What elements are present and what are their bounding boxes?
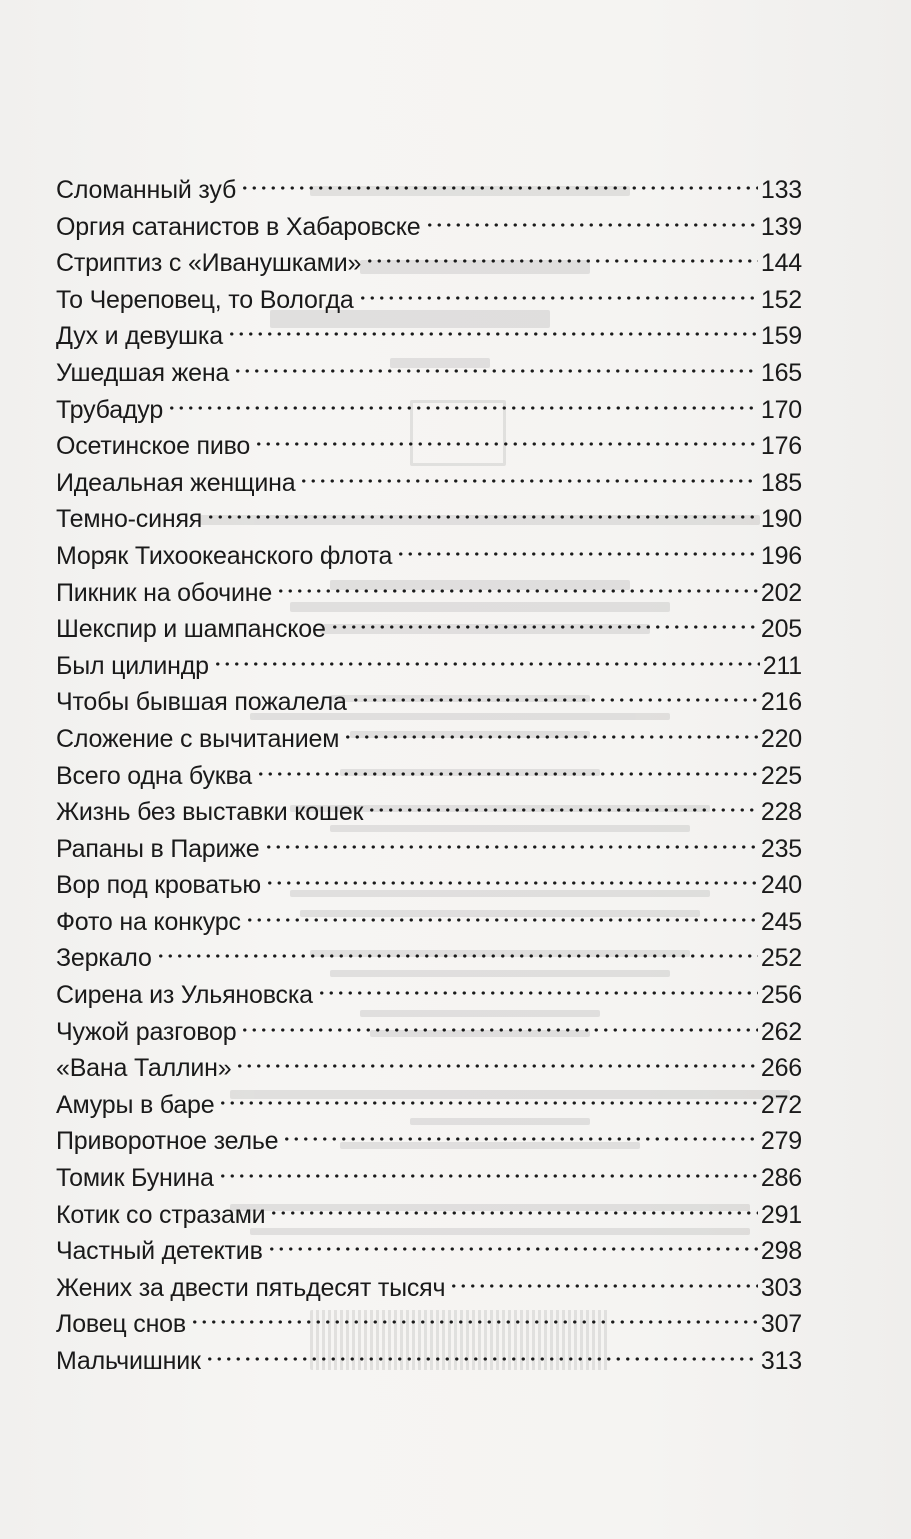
toc-entry-page: 205	[760, 615, 802, 644]
toc-entry-title: Мальчишник	[56, 1347, 201, 1375]
toc-entry-title: Трубадур	[56, 395, 164, 424]
dot-leader	[205, 1355, 758, 1363]
toc-entry-page: 165	[760, 358, 802, 387]
toc-entry-page: 139	[760, 212, 802, 241]
dot-leader	[367, 806, 758, 814]
toc-entry-title: Зеркало	[56, 944, 152, 973]
dot-leader	[240, 1026, 757, 1034]
toc-entry-title: Сломанный зуб	[56, 176, 237, 204]
toc-entry	[56, 428, 802, 465]
table-of-contents	[56, 172, 802, 1380]
toc-entry	[56, 355, 802, 392]
toc-entry	[56, 611, 802, 648]
dot-leader	[276, 587, 758, 595]
toc-entry-page: 196	[760, 541, 802, 570]
toc-entry-title: Шекспир и шампанское	[56, 615, 326, 644]
toc-entry-title: Приворотное зелье	[56, 1127, 279, 1156]
toc-entry	[56, 501, 802, 538]
dot-leader	[358, 294, 758, 302]
dot-leader	[449, 1282, 758, 1290]
toc-entry-page: 185	[760, 468, 802, 497]
toc-entry	[56, 465, 802, 502]
toc-entry	[56, 172, 802, 209]
toc-entry	[56, 1087, 802, 1124]
toc-entry	[56, 282, 802, 319]
dot-leader	[235, 1062, 757, 1070]
toc-entry-title: «Вана Таллин»	[56, 1054, 232, 1083]
dot-leader	[396, 550, 758, 558]
dot-leader	[269, 1209, 757, 1217]
toc-entry	[56, 245, 802, 282]
toc-entry-page: 144	[760, 249, 802, 278]
toc-entry-title: Чужой разговор	[56, 1017, 237, 1046]
toc-entry-title: Всего одна буква	[56, 761, 253, 790]
dot-leader	[206, 513, 758, 521]
toc-entry-page: 225	[760, 761, 802, 790]
toc-entry-title: Сирена из Ульяновска	[56, 981, 313, 1010]
toc-entry	[56, 648, 802, 685]
toc-entry-page: 307	[760, 1310, 802, 1339]
toc-entry-page: 190	[760, 505, 802, 534]
toc-entry-page: 170	[760, 395, 802, 424]
toc-entry-title: Амуры в баре	[56, 1090, 215, 1119]
toc-entry-title: Сложение с вычитанием	[56, 724, 340, 753]
toc-entry-page: 202	[760, 578, 802, 607]
toc-entry-page: 303	[760, 1273, 802, 1302]
toc-entry-title: Дух и девушка	[56, 322, 223, 351]
toc-entry-page: 256	[760, 981, 802, 1010]
toc-entry	[56, 940, 802, 977]
toc-entry-page: 220	[760, 724, 802, 753]
toc-entry-page: 252	[760, 944, 802, 973]
toc-entry-title: Частный детектив	[56, 1237, 263, 1266]
dot-leader	[227, 330, 758, 338]
toc-entry-page: 291	[760, 1200, 802, 1229]
toc-entry	[56, 392, 802, 429]
toc-entry-page: 313	[760, 1347, 802, 1375]
toc-entry	[56, 1270, 802, 1307]
toc-entry-title: Темно-синяя	[56, 505, 203, 534]
toc-entry	[56, 977, 802, 1014]
toc-entry	[56, 1343, 802, 1380]
toc-entry-page: 240	[760, 871, 802, 900]
toc-entry-page: 159	[760, 322, 802, 351]
toc-entry-title: Стриптиз с «Иванушками»	[56, 249, 362, 278]
toc-entry	[56, 1160, 802, 1197]
dot-leader	[343, 733, 758, 741]
toc-entry	[56, 794, 802, 831]
dot-leader	[254, 440, 758, 448]
toc-entry-title: Жених за двести пятьдесят тысяч	[56, 1273, 446, 1302]
toc-entry-page: 152	[760, 285, 802, 314]
toc-entry-title: То Череповец, то Вологда	[56, 285, 354, 314]
toc-entry-title: Томик Бунина	[56, 1164, 214, 1193]
toc-entry-title: Осетинское пиво	[56, 432, 251, 461]
toc-entry-title: Идеальная женщина	[56, 468, 296, 497]
dot-leader	[330, 623, 758, 631]
toc-entry-title: Жизнь без выставки кошек	[56, 798, 364, 827]
dot-leader	[256, 770, 758, 778]
dot-leader	[190, 1318, 758, 1326]
toc-entry-page: 228	[760, 798, 802, 827]
toc-entry-page: 286	[760, 1164, 802, 1193]
toc-entry	[56, 867, 802, 904]
dot-leader	[299, 477, 757, 485]
toc-entry-title: Рапаны в Париже	[56, 834, 260, 863]
toc-entry-page: 298	[760, 1237, 802, 1266]
toc-entry	[56, 209, 802, 246]
toc-entry-page: 262	[760, 1017, 802, 1046]
toc-entry-page: 235	[760, 834, 802, 863]
dot-leader	[365, 257, 758, 265]
toc-entry	[56, 1233, 802, 1270]
toc-entry-page: 216	[760, 688, 802, 717]
toc-entry-title: Пикник на обочине	[56, 578, 273, 607]
toc-entry-title: Был цилиндр	[56, 651, 209, 680]
toc-entry	[56, 1123, 802, 1160]
toc-entry	[56, 684, 802, 721]
toc-entry	[56, 1014, 802, 1051]
dot-leader	[267, 1245, 758, 1253]
toc-entry	[56, 831, 802, 868]
toc-entry-page: 266	[760, 1054, 802, 1083]
dot-leader	[245, 916, 758, 924]
toc-entry	[56, 318, 802, 355]
toc-entry	[56, 1306, 802, 1343]
dot-leader	[351, 696, 758, 704]
dot-leader	[425, 221, 758, 229]
dot-leader	[317, 989, 758, 997]
toc-entry-title: Чтобы бывшая пожалела	[56, 688, 347, 717]
dot-leader	[167, 404, 758, 412]
toc-entry-page: 279	[760, 1127, 802, 1156]
dot-leader	[156, 952, 758, 960]
toc-entry	[56, 538, 802, 575]
toc-entry-title: Фото на конкурс	[56, 907, 241, 936]
toc-entry	[56, 904, 802, 941]
dot-leader	[264, 843, 758, 851]
toc-entry-title: Оргия сатанистов в Хабаровске	[56, 212, 421, 241]
toc-entry-page: 272	[760, 1090, 802, 1119]
toc-entry-title: Котик со стразами	[56, 1200, 266, 1229]
dot-leader	[282, 1135, 757, 1143]
dot-leader	[218, 1099, 757, 1107]
toc-entry-title: Ловец снов	[56, 1310, 186, 1339]
toc-entry	[56, 575, 802, 612]
dot-leader	[265, 879, 758, 887]
dot-leader	[233, 367, 758, 375]
toc-entry	[56, 1197, 802, 1234]
dot-leader	[218, 1172, 758, 1180]
toc-entry	[56, 721, 802, 758]
toc-entry-title: Ушедшая жена	[56, 358, 230, 387]
toc-entry-page: 176	[760, 432, 802, 461]
toc-entry-page: 245	[760, 907, 802, 936]
toc-entry-page: 133	[760, 176, 802, 204]
toc-entry-title: Вор под кроватью	[56, 871, 261, 900]
toc-entry	[56, 758, 802, 795]
dot-leader	[240, 184, 758, 192]
dot-leader	[213, 660, 760, 668]
toc-entry-page: 211	[762, 651, 802, 680]
toc-entry-title: Моряк Тихоокеанского флота	[56, 541, 393, 570]
toc-entry	[56, 1050, 802, 1087]
